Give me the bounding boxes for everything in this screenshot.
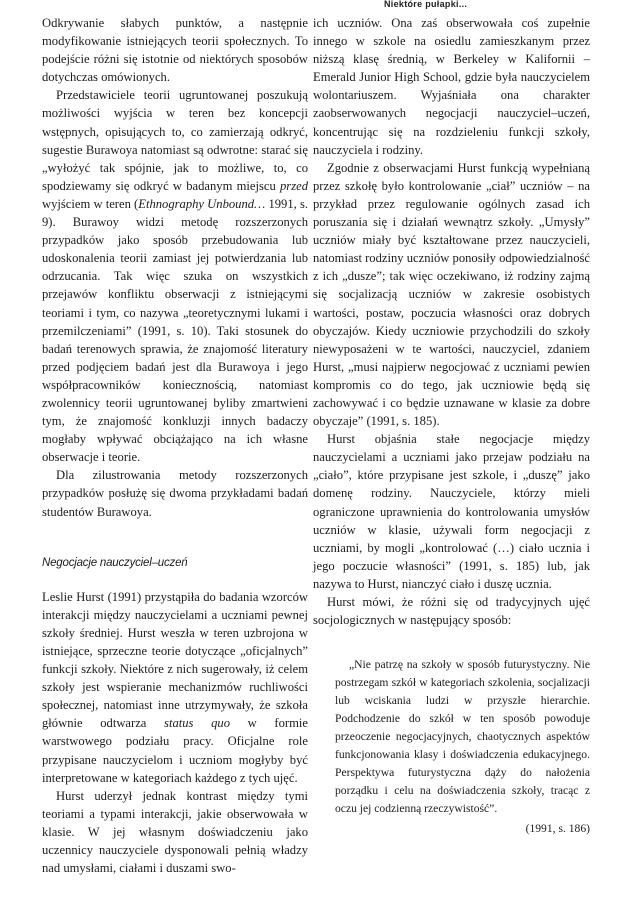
section-heading: Negocjacje nauczyciel–uczeń bbox=[42, 556, 188, 569]
paragraph: Hurst objaśnia stałe negocjacje między nauczycielami a uczniami jako przejaw podziału na „ciało”, które przypisane jest szkole, i „duszę” jako domenę rodziny. Nauczyciele, którzy mieli ograniczone uprawnienia do kontrolowania umysłów uczniów w klasie, używali form negocjacji z uczniami, by mogli „kontrolować (…) ciało ucznia i jego poczucie własności” (1991, s. 185) lub, jak nazywa to Hurst, nianczyć ciało i duszę ucznia. bbox=[313, 432, 590, 591]
paragraph: ich uczniów. Ona zaś obserwowała coś zupełnie innego w szkole na osiedlu zamieszkanym przez niższą klasę średnią, w Berkeley w Kalifornii – Emerald Junior High School, gdzie była nauczycielem wolontariuszem. Wyjaśniała ona charakter zaobserwowanych negocjacji nauczyciel–uczeń, koncentrując się na rozdzieleniu funkcji szkoły, nauczyciela i rodziny. bbox=[313, 16, 590, 157]
quote-text: „Nie patrzę na szkoły w sposób futurystyczny. Nie postrzegam szkół w kategoriach szkolenia, socjalizacji lub wciskania ludzi w przyszłe hierarchie. Podchodzenie do szkół w ten sposób powoduje przeoczenie negocjacyjnych, chaotycznych aspektów funkcjonowania klasy i doświadczenia edukacyjnego. Perspektywa futurystyczna dąży do nałożenia porządku i celu na doświadczenia szkoły, tracąc z oczu jej codzienną rzeczywistość”. bbox=[335, 658, 590, 816]
text-run: Przedstawiciele teorii ugruntowanej poszukują możliwości wyjścia w teren bez koncepcji wstępnych, opisujących to, co zamierzają odkryć, sugestie Burawoya natomiast są odwrotne: starać się „wyłożyć tak spójnie, jak to możliwe, to, co spodziewamy się odkryć w badanym miejscu bbox=[42, 88, 308, 193]
emphasis: status quo bbox=[164, 716, 230, 731]
text-run: Leslie Hurst (1991) przystąpiła do badania wzorców interakcji między nauczycielami a uczniami pewnej szkoły średniej. Hurst weszła w teren uzbrojona w istniejące, sprzeczne teorie dotyczące „oficjalnych” funkcji szkoły. Niektóre z nich sugerowały, iż celem szkoły jest wspieranie mechanizmów ruchliwości społecznej, natomiast inne utrzymywały, że szkoła głównie odtwarza bbox=[42, 589, 308, 731]
block-quote bbox=[335, 656, 590, 838]
quote-citation: (1991, s. 186) bbox=[525, 822, 590, 836]
text-run: wyjściem w teren ( bbox=[42, 196, 139, 211]
left-column bbox=[42, 14, 308, 877]
paragraph: Odkrywanie słabych punktów, a następnie modyfikowanie istniejących teorii społecznych. To podejście różni się istotnie od niektórych sposobów dotychczas omówionych. bbox=[42, 16, 308, 85]
right-column bbox=[313, 14, 590, 838]
paragraph: Dla zilustrowania metody rozszerzonych przypadków posłużę się dwoma przykładami badań studentów Burawoya. bbox=[42, 468, 308, 519]
paragraph: Zgodnie z obserwacjami Hurst funkcją wypełnianą przez szkołę było kontrolowanie „ciał” uczniów – na przykład przez regulowanie ogólnych zasad ich poruszania się i działań wewnątrz szkoły. „Umysły” uczniów miały być kształtowane przez nauczycieli, natomiast rodziny uczniów ponosiły odpowiedzialność z ich „dusze”; tak więc oczekiwano, iż rodziny zajmą się socjalizacją uczniów w zakresie osobistych wartości, postaw, poczucia własności oraz dobrych obyczajów. Kiedy uczniowie przychodzili do szkoły niewyposażeni w te wartości, nauczyciel, zdaniem Hurst, „musi najpierw negocjować z uczniami pewien kompromis co do tego, jak uczniowie będą się zachowywać i co będzie uznawane w klasie za dobre obyczaje” (1991, s. 185). bbox=[313, 160, 591, 429]
paragraph bbox=[42, 86, 308, 466]
running-header: Niektóre pułapki... bbox=[384, 0, 468, 9]
paragraph: Hurst uderzył jednak kontrast między tymi teoriami a typami interakcji, jakie obserwowała w klasie. W jej własnym doświadczeniu jako uczennicy nauczyciele dysponowali pełnią władzy nad umysłami, ciałami i duszami swo- bbox=[42, 788, 308, 876]
paragraph bbox=[42, 588, 308, 787]
paragraph: Hurst mówi, że różni się od tradycyjnych ujęć socjologicznych w następujący sposób: bbox=[313, 595, 590, 628]
book-title: Ethnography Unbound… bbox=[138, 196, 266, 211]
text-run: w formie warstwowego podziału pracy. Oficjalne role przypisane nauczycielom i uczniom mogłyby być interpretowane w kategoriach każdego z tych ujęć. bbox=[42, 716, 308, 785]
text-run: 1991, s. 9). Burawoy widzi metodę rozszerzonych przypadków jako sposób przebudowania lub udoskonalenia teorii zamiast jej potwierdzania lub odrzucania. Tak więc szuka on wszystkich przejawów konfliktu obserwacji z istniejącymi teoriami i tym, co nazywa „teoretycznymi lukami i przemilczeniami” (1991, s. 10). Taki stosunek do badań terenowych sprawia, że znajomość literatury przed podjęciem badań jest dla Burawoya i jego współpracowników koniecznością, natomiast zwolennicy teorii ugruntowanej byliby zmartwieni tym, że znajomość konkluzji innych badaczy mogłaby wpływać obciążająco na ich własne obserwacje i teorie. bbox=[42, 196, 308, 465]
emphasis: przed bbox=[280, 178, 308, 193]
